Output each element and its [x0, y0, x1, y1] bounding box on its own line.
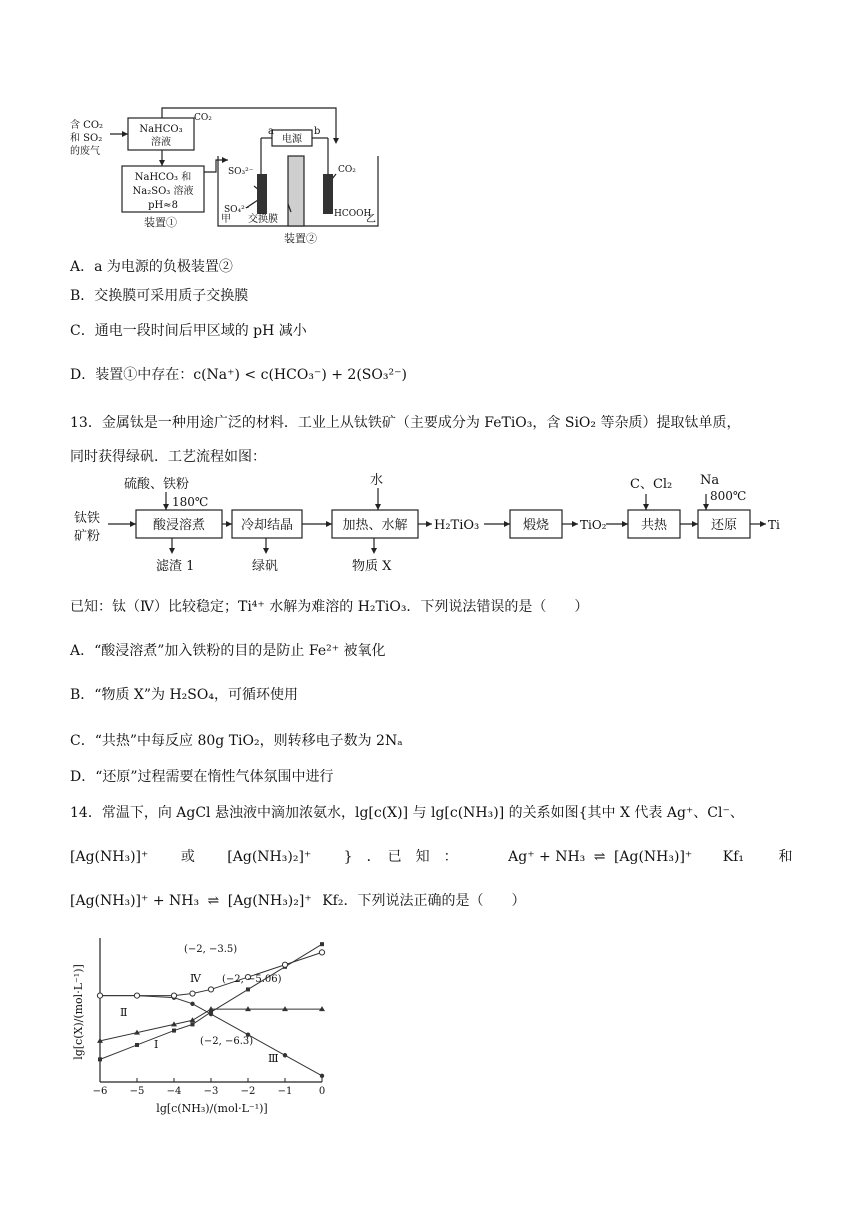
- series-4-point: [134, 993, 139, 998]
- series-3-point: [209, 1012, 213, 1016]
- exchange-membrane: [288, 156, 304, 226]
- apparatus-diagram: [66, 100, 506, 250]
- q14-stem-line1: 14．常温下，向 AgCl 悬浊液中滴加浓氨水，lg[c(X)] 与 lg[c(NH₃)] 的关系如图{其中 X 代表 Ag⁺、Cl⁻、: [70, 805, 744, 821]
- series-4-point: [282, 962, 287, 967]
- svg-text:水: 水: [370, 473, 384, 488]
- series-4-point: [97, 993, 102, 998]
- series-label-3: Ⅲ: [268, 1052, 279, 1065]
- svg-text:物质 X: 物质 X: [352, 559, 392, 574]
- waste-gas-1: 含 CO₂: [70, 120, 104, 131]
- q14-chart: [72, 932, 332, 1118]
- x-tick-label: 0: [318, 1086, 326, 1097]
- annotation-2: (−2, −5.06): [222, 974, 282, 985]
- q13-option-a: A．“酸浸溶煮”加入铁粉的目的是防止 Fe²⁺ 被氧化: [70, 643, 386, 659]
- svg-text:滤渣 1: 滤渣 1: [156, 559, 195, 574]
- series-label-2: Ⅱ: [120, 1006, 128, 1019]
- svg-text:加热、水解: 加热、水解: [342, 518, 408, 533]
- svg-text:钛铁: 钛铁: [74, 511, 101, 526]
- series-2-point: [190, 1017, 196, 1022]
- svg-text:乙: 乙: [366, 214, 376, 225]
- q14-stem-line3: [Ag(NH₃)]⁺ + NH₃ ⇌ [Ag(NH₃)₂]⁺ Kf₂．下列说法正确的是（ ）: [70, 893, 526, 909]
- svg-text:矿粉: 矿粉: [74, 529, 101, 544]
- svg-text:甲: 甲: [221, 214, 231, 225]
- series-4-point: [319, 950, 324, 955]
- svg-text:180℃: 180℃: [172, 495, 209, 509]
- chart-ylabel: lg[c(X)/(mol·L⁻¹)]: [72, 964, 85, 1060]
- q12-option-a: A．a 为电源的负极装置②: [70, 259, 233, 275]
- svg-text:还原: 还原: [710, 518, 738, 533]
- svg-text:Ti: Ti: [768, 518, 780, 532]
- svg-text:共热: 共热: [640, 518, 668, 533]
- svg-text:绿矾: 绿矾: [252, 559, 279, 574]
- svg-text:溶液: 溶液: [151, 137, 171, 148]
- x-tick-label: −6: [92, 1086, 108, 1097]
- svg-text:装置①: 装置①: [144, 216, 177, 229]
- q12-option-d: D．装置①中存在：c(Na⁺) < c(HCO₃⁻) + 2(SO₃²⁻): [70, 367, 407, 383]
- q13-stem-line1: 13．金属钛是一种用途广泛的材料．工业上从钛铁矿（主要成分为 FeTiO₃，含 SiO₂ 等杂质）提取钛单质，: [70, 415, 741, 431]
- series-1-point: [98, 1057, 102, 1061]
- x-tick-label: −2: [240, 1086, 256, 1097]
- svg-text:800℃: 800℃: [710, 489, 747, 503]
- q14-stem-line2: [Ag(NH₃)]⁺ 或 [Ag(NH₃)₂]⁺ } ． 已 知 ： Ag⁺ + NH₃ ⇌ [Ag(NH₃)]⁺ Kf₁ 和: [70, 849, 793, 865]
- series-3-point: [320, 1074, 324, 1078]
- series-3-point: [190, 1002, 194, 1006]
- svg-text:HCOOH: HCOOH: [334, 209, 372, 219]
- svg-text:pH≈8: pH≈8: [148, 200, 178, 211]
- svg-text:b: b: [314, 126, 321, 137]
- process-flow-diagram: [70, 470, 790, 582]
- series-1-point: [246, 987, 250, 991]
- x-tick-label: −5: [129, 1086, 145, 1097]
- x-tick-label: −1: [277, 1086, 293, 1097]
- svg-text:Na: Na: [700, 473, 720, 488]
- annotation-3: (−2, −6.3): [200, 1036, 254, 1047]
- q12-option-c: C．通电一段时间后甲区域的 pH 减小: [70, 323, 307, 339]
- q13-known: 已知：钛（Ⅳ）比较稳定；Ti⁴⁺ 水解为难溶的 H₂TiO₃．下列说法错误的是（ ）: [70, 599, 589, 615]
- svg-text:电源: 电源: [282, 134, 302, 145]
- series-1-point: [172, 1029, 176, 1033]
- series-2-point: [319, 1006, 325, 1011]
- svg-text:TiO₂: TiO₂: [580, 518, 607, 532]
- svg-text:交换膜: 交换膜: [248, 214, 278, 225]
- series-4-point: [208, 987, 213, 992]
- svg-text:NaHCO₃: NaHCO₃: [139, 124, 183, 135]
- series-2-point: [208, 1006, 214, 1011]
- series-2-point: [282, 1006, 288, 1011]
- chart-xlabel: lg[c(NH₃)/(mol·L⁻¹)]: [156, 1102, 268, 1115]
- x-tick-label: −3: [203, 1086, 219, 1097]
- q13-stem-line2: 同时获得绿矾．工艺流程如图：: [70, 449, 266, 465]
- svg-text:C、Cl₂: C、Cl₂: [630, 477, 673, 492]
- svg-text:CO₂: CO₂: [194, 113, 212, 123]
- series-1-point: [320, 942, 324, 946]
- series-1-point: [191, 1022, 195, 1026]
- svg-text:CO₂: CO₂: [338, 165, 356, 175]
- svg-text:装置②: 装置②: [284, 232, 317, 245]
- svg-text:酸浸溶煮: 酸浸溶煮: [152, 518, 206, 533]
- q13-option-d: D．“还原”过程需要在惰性气体氛围中进行: [70, 769, 334, 785]
- svg-text:硫酸、铁粉: 硫酸、铁粉: [124, 477, 190, 492]
- svg-text:SO₄²⁻: SO₄²⁻: [224, 205, 250, 215]
- q13-option-b: B．“物质 X”为 H₂SO₄，可循环使用: [70, 687, 298, 703]
- series-4-point: [171, 993, 176, 998]
- svg-text:煅烧: 煅烧: [522, 518, 550, 533]
- series-1-point: [135, 1043, 139, 1047]
- equilibrium-arrow-1: ⇌: [593, 849, 606, 865]
- q12-option-b: B．交换膜可采用质子交换膜: [70, 288, 249, 304]
- svg-text:NaHCO₃ 和: NaHCO₃ 和: [134, 172, 192, 183]
- q13-option-c: C．“共热”中每反应 80g TiO₂，则转移电子数为 2Nₐ: [70, 733, 403, 749]
- series-label-1: Ⅰ: [154, 1038, 159, 1051]
- series-3-point: [283, 1053, 287, 1057]
- equilibrium-arrow-2: ⇌: [207, 893, 220, 909]
- svg-text:H₂TiO₃: H₂TiO₃: [434, 518, 480, 533]
- right-electrode: [323, 174, 333, 214]
- svg-text:冷却结晶: 冷却结晶: [240, 518, 294, 533]
- series-4-point: [190, 991, 195, 996]
- svg-text:a: a: [268, 126, 274, 137]
- q12-option-d-expression: c(Na⁺) < c(HCO₃⁻) + 2(SO₃²⁻): [193, 367, 407, 383]
- series-2-point: [245, 1006, 251, 1011]
- series-label-4: Ⅳ: [190, 972, 201, 985]
- waste-gas-2: 和 SO₂: [70, 133, 103, 144]
- waste-gas-3: 的废气: [70, 146, 100, 157]
- x-tick-label: −4: [166, 1086, 182, 1097]
- annotation-1: (−2, −3.5): [184, 944, 238, 955]
- svg-text:SO₃²⁻: SO₃²⁻: [228, 167, 254, 177]
- svg-text:Na₂SO₃ 溶液: Na₂SO₃ 溶液: [132, 186, 194, 197]
- left-electrode: [257, 174, 267, 214]
